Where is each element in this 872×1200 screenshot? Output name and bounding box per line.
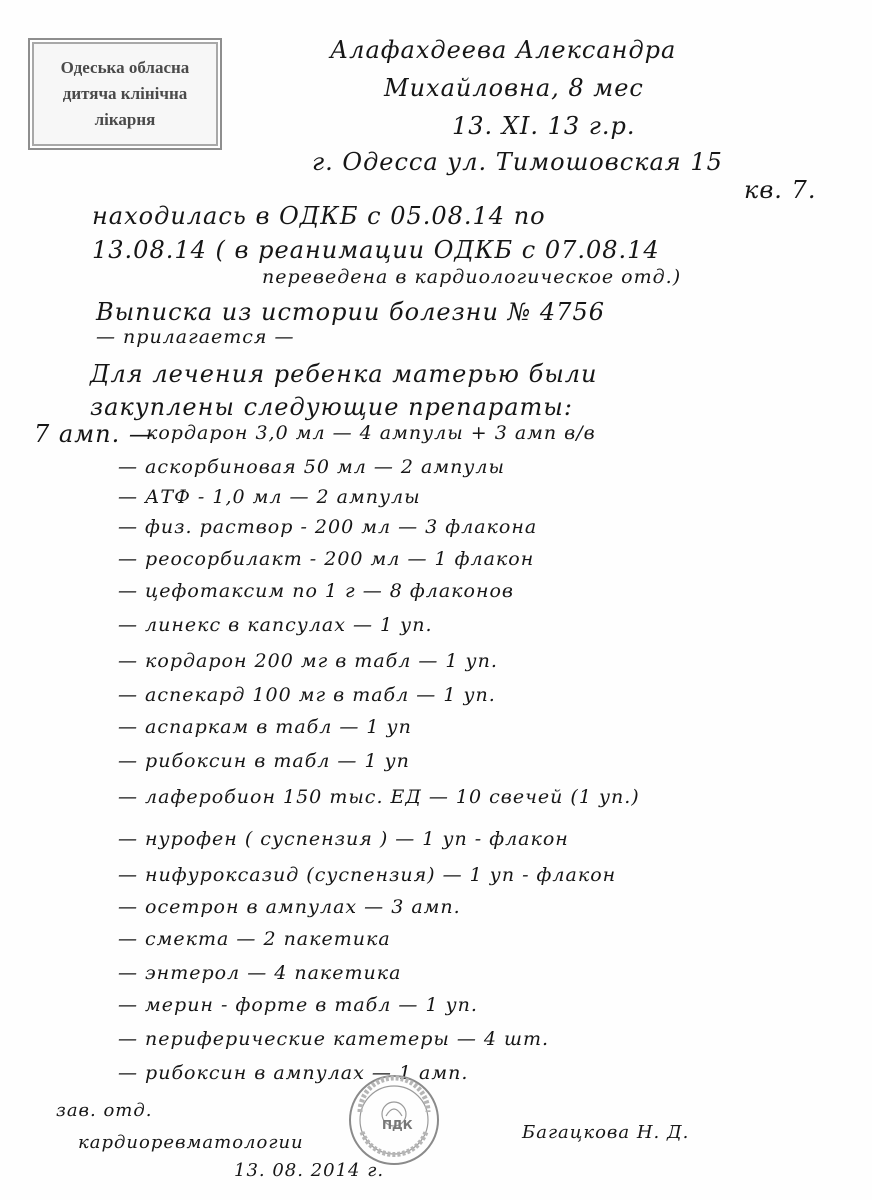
drug-item: — энтерол — 4 пакетика (118, 962, 402, 984)
body-line-3: переведена в кардиологическое отд.) (262, 266, 682, 288)
drug-item: — аскорбиновая 50 мл — 2 ампулы (118, 456, 505, 478)
body-line-6: Для лечения ребенка матерью были (90, 360, 598, 388)
stamp-line-2: дитяча клінічна (62, 84, 188, 103)
drug-item: — цефотаксим по 1 г — 8 флаконов (118, 580, 514, 602)
body-line-5: — прилагается — (96, 326, 295, 348)
body-line-4: Выписка из истории болезни № 4756 (96, 298, 605, 326)
body-line-7: закуплены следующие препараты: (90, 393, 573, 421)
drug-item: — периферические катетеры — 4 шт. (118, 1028, 550, 1050)
drug-list-prefix: 7 амп. — (34, 420, 154, 448)
drug-item: — линекс в капсулах — 1 уп. (118, 614, 433, 636)
drug-item: — рибоксин в табл — 1 уп (118, 750, 410, 772)
drug-item: кордарон 3,0 мл — 4 ампулы + 3 амп в/в (146, 422, 596, 444)
drug-item: — нурофен ( суспензия ) — 1 уп - флакон (118, 828, 569, 850)
signature-position-2: кардиоревматологии (78, 1132, 304, 1153)
signature-position-1: зав. отд. (56, 1100, 153, 1121)
drug-item: — реосорбилакт - 200 мл — 1 флакон (118, 548, 535, 570)
body-line-1: находилась в ОДКБ с 05.08.14 по (92, 202, 546, 230)
patient-address-line-1: г. Одесса ул. Тимошовская 15 (312, 148, 723, 176)
stamp-line-1: Одеська обласна (60, 58, 190, 77)
drug-item: — кордарон 200 мг в табл — 1 уп. (118, 650, 498, 672)
patient-name: Алафахдеева Александра (330, 36, 677, 64)
drug-item: — аспаркам в табл — 1 уп (118, 716, 412, 738)
drug-item: — лаферобион 150 тыс. ЕД — 10 свечей (1 уп.) (118, 786, 640, 808)
drug-item: — физ. раствор - 200 мл — 3 флакона (118, 516, 538, 538)
drug-item: — АТФ - 1,0 мл — 2 ампулы (118, 486, 421, 508)
patient-birth-date: 13. XI. 13 г.р. (452, 112, 636, 140)
stamp-line-3: лікарня (94, 110, 156, 129)
doctor-name: Багацкова Н. Д. (522, 1122, 690, 1143)
signature-date: 13. 08. 2014 г. (234, 1160, 385, 1181)
drug-item: — смекта — 2 пакетика (118, 928, 391, 950)
drug-item: — осетрон в ампулах — 3 амп. (118, 896, 461, 918)
hospital-stamp (28, 38, 222, 150)
body-line-2: 13.08.14 ( в реанимации ОДКБ с 07.08.14 (92, 236, 660, 264)
drug-item: — нифуроксазид (суспензия) — 1 уп - флакон (118, 864, 617, 886)
drug-item: — рибоксин в ампулах — 1 амп. (118, 1062, 469, 1084)
patient-patronymic-age: Михайловна, 8 мес (384, 74, 644, 102)
drug-item: — мерин - форте в табл — 1 уп. (118, 994, 478, 1016)
drug-item: — аспекард 100 мг в табл — 1 уп. (118, 684, 496, 706)
patient-address-line-2: кв. 7. (744, 176, 817, 204)
seal-text: ПДК (382, 1118, 413, 1132)
